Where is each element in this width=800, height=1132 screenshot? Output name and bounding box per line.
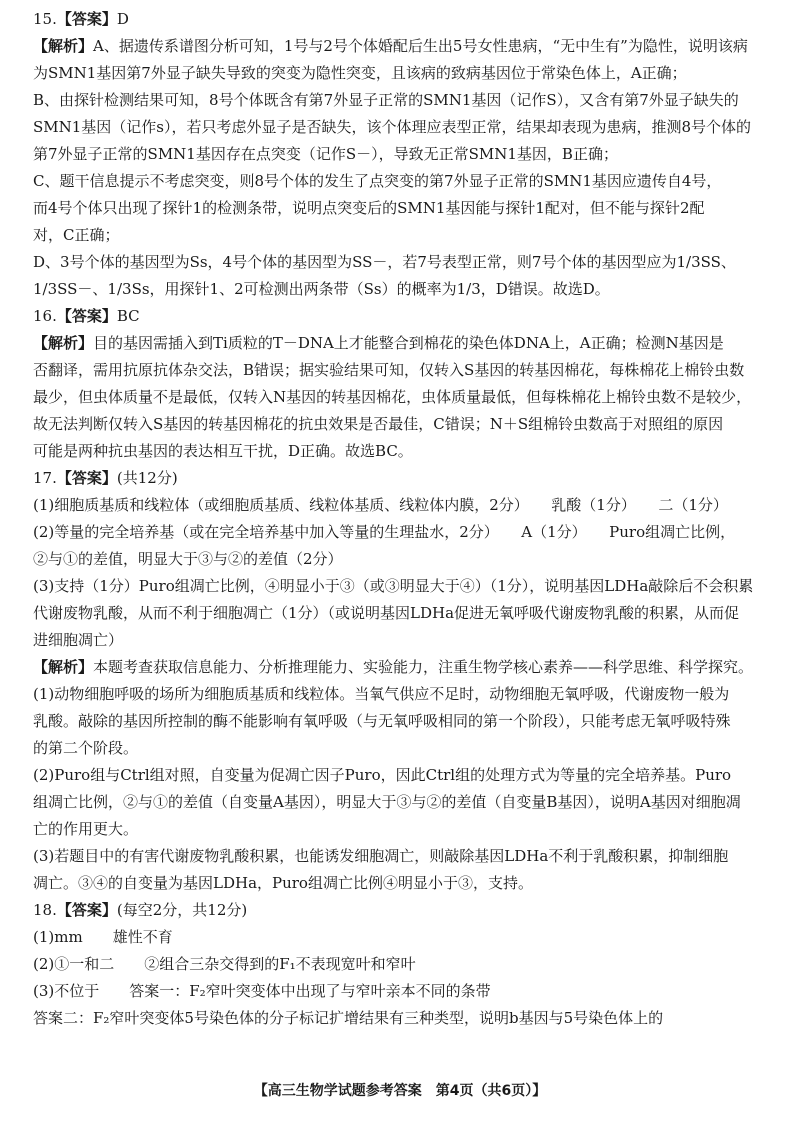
q16-header [33,307,773,334]
q17-line [33,712,773,739]
q17-line [33,658,773,685]
q17-line [33,604,773,631]
question-number: 17. [33,469,57,487]
answer-text: D [116,10,129,28]
line-text: (1)mm 雄性不育 [33,928,173,946]
line-text: A、据遗传系谱图分析可知，1号与2号个体婚配后生出5号女性患病，“无中生有”为隐性，说明该病 [93,37,748,55]
q15-line [33,226,773,253]
q15-line [33,145,773,172]
q16-line [33,361,773,388]
analysis-tag: 【解析】 [33,334,94,352]
q18-line [33,928,773,955]
line-text: (2)①一和二 ②组合三杂交得到的F₁不表现宽叶和窄叶 [33,955,416,973]
line-text: 故无法判断仅转入S基因的转基因棉花的抗虫效果是否最佳，C错误；N＋S组棉铃虫数高于对照组的原因 [33,415,724,433]
line-text: (3)支持（1分）Puro组凋亡比例，④明显小于③（或③明显大于④）（1分），说明基因LDHa敲除后不会积累 [33,577,754,595]
line-text: (2)等量的完全培养基（或在完全培养基中加入等量的生理盐水，2分） A（1分） Puro组凋亡比例， [33,523,736,541]
q15-line [33,199,773,226]
line-text: (3)不位于 答案一：F₂窄叶突变体中出现了与窄叶亲本不同的条带 [33,982,491,1000]
q18-line [33,982,773,1009]
line-text: ②与①的差值，明显大于③与②的差值（2分） [33,550,343,568]
line-text: 进细胞凋亡） [33,631,124,649]
q15-line [33,280,773,307]
q17-line [33,874,773,901]
q17-line [33,847,773,874]
answer-tag: 【答案】 [56,10,117,28]
q18-header [33,901,773,928]
line-text: D、3号个体的基因型为Ss，4号个体的基因型为SS－，若7号表型正常，则7号个体的基因型应为1/3SS、 [33,253,736,271]
line-text: 组凋亡比例，②与①的差值（自变量A基因），明显大于③与②的差值（自变量B基因），说明A基因对细胞凋 [33,793,741,811]
answer-tag: 【答案】 [56,307,117,325]
q17-line [33,766,773,793]
q16-line [33,442,773,469]
line-text: SMN1基因（记作s），若只考虑外显子是否缺失，该个体理应表型正常，结果却表现为患病，推测8号个体的 [33,118,752,136]
question-number: 16. [33,307,57,325]
line-text: 对，C正确； [33,226,120,244]
q17-line [33,550,773,577]
q17-line [33,496,773,523]
analysis-tag: 【解析】 [33,658,94,676]
line-text: (1)动物细胞呼吸的场所为细胞质基质和线粒体。当氧气供应不足时，动物细胞无氧呼吸，代谢废物一般为 [33,685,730,703]
q17-line [33,577,773,604]
q15-line [33,118,773,145]
q18-line [33,955,773,982]
q18-line [33,1009,773,1036]
line-text: 亡的作用更大。 [33,820,139,838]
answer-tag: 【答案】 [56,469,117,487]
answer-text: BC [116,307,140,325]
line-text: (1)细胞质基质和线粒体（或细胞质基质、线粒体基质、线粒体内膜，2分） 乳酸（1分） 二（1分） [33,496,728,514]
line-text: B、由探针检测结果可知，8号个体既含有第7外显子正常的SMN1基因（记作S），又含有第7外显子缺失的 [33,91,739,109]
q15-header [33,10,773,37]
q17-line [33,793,773,820]
line-text: 最少，但虫体质量不是最低，仅转入N基因的转基因棉花，虫体质量最低，但每株棉花上棉铃虫数不是较少， [33,388,752,406]
q16-line [33,334,773,361]
question-number: 18. [33,901,57,919]
q15-line [33,91,773,118]
q17-line [33,739,773,766]
line-text: 答案二：F₂窄叶突变体5号染色体的分子标记扩增结果有三种类型，说明b基因与5号染色体上的 [33,1009,664,1027]
line-text: 否翻译，需用抗原抗体杂交法，B错误；据实验结果可知，仅转入S基因的转基因棉花，每株棉花上棉铃虫数 [33,361,745,379]
page-footer: 【高三生物学试题参考答案 第4页（共6页）】 [253,1083,547,1099]
q17-line [33,523,773,550]
line-text: (2)Puro组与Ctrl组对照，自变量为促凋亡因子Puro，因此Ctrl组的处理方式为等量的完全培养基。Puro [33,766,732,784]
q17-line [33,631,773,658]
q15-line [33,253,773,280]
line-text: C、题干信息提示不考虑突变，则8号个体的发生了点突变的第7外显子正常的SMN1基因应遗传自4号， [33,172,722,190]
answer-text: (每空2分，共12分) [116,901,248,919]
line-text: 可能是两种抗虫基因的表达相互干扰，D正确。故选BC。 [33,442,413,460]
q15-line [33,37,773,64]
line-text: 的第二个阶段。 [33,739,139,757]
line-text: 目的基因需插入到Ti质粒的T－DNA上才能整合到棉花的染色体DNA上，A正确；检测N基因是 [93,334,724,352]
q17-line [33,820,773,847]
analysis-tag: 【解析】 [33,37,94,55]
line-text: (3)若题目中的有害代谢废物乳酸积累，也能诱发细胞凋亡，则敲除基因LDHa不利于乳酸积累，抑制细胞 [33,847,729,865]
answer-tag: 【答案】 [56,901,117,919]
answer-text: (共12分) [116,469,178,487]
q17-line [33,685,773,712]
q16-line [33,388,773,415]
line-text: 本题考查获取信息能力、分析推理能力、实验能力，注重生物学核心素养——科学思维、科学探究。 [93,658,754,676]
q15-line [33,64,773,91]
answer-page [33,10,773,1036]
line-text: 第7外显子正常的SMN1基因存在点突变（记作S－），导致无正常SMN1基因，B正确； [33,145,618,163]
question-number: 15. [33,10,57,28]
q17-header [33,469,773,496]
line-text: 而4号个体只出现了探针1的检测条带，说明点突变后的SMN1基因能与探针1配对，但不能与探针2配 [33,199,705,217]
line-text: 乳酸。敲除的基因所控制的酶不能影响有氧呼吸（与无氧呼吸相同的第一个阶段），只能考虑无氧呼吸特殊 [33,712,731,730]
line-text: 1/3SS－、1/3Ss，用探针1、2可检测出两条带（Ss）的概率为1/3，D错误。故选D。 [33,280,610,298]
line-text: 为SMN1基因第7外显子缺失导致的突变为隐性突变，且该病的致病基因位于常染色体上，A正确； [33,64,687,82]
q16-line [33,415,773,442]
line-text: 凋亡。③④的自变量为基因LDHa，Puro组凋亡比例④明显小于③，支持。 [33,874,533,892]
q15-line [33,172,773,199]
line-text: 代谢废物乳酸，从而不利于细胞凋亡（1分）（或说明基因LDHa促进无氧呼吸代谢废物乳酸的积累，从而促 [33,604,740,622]
